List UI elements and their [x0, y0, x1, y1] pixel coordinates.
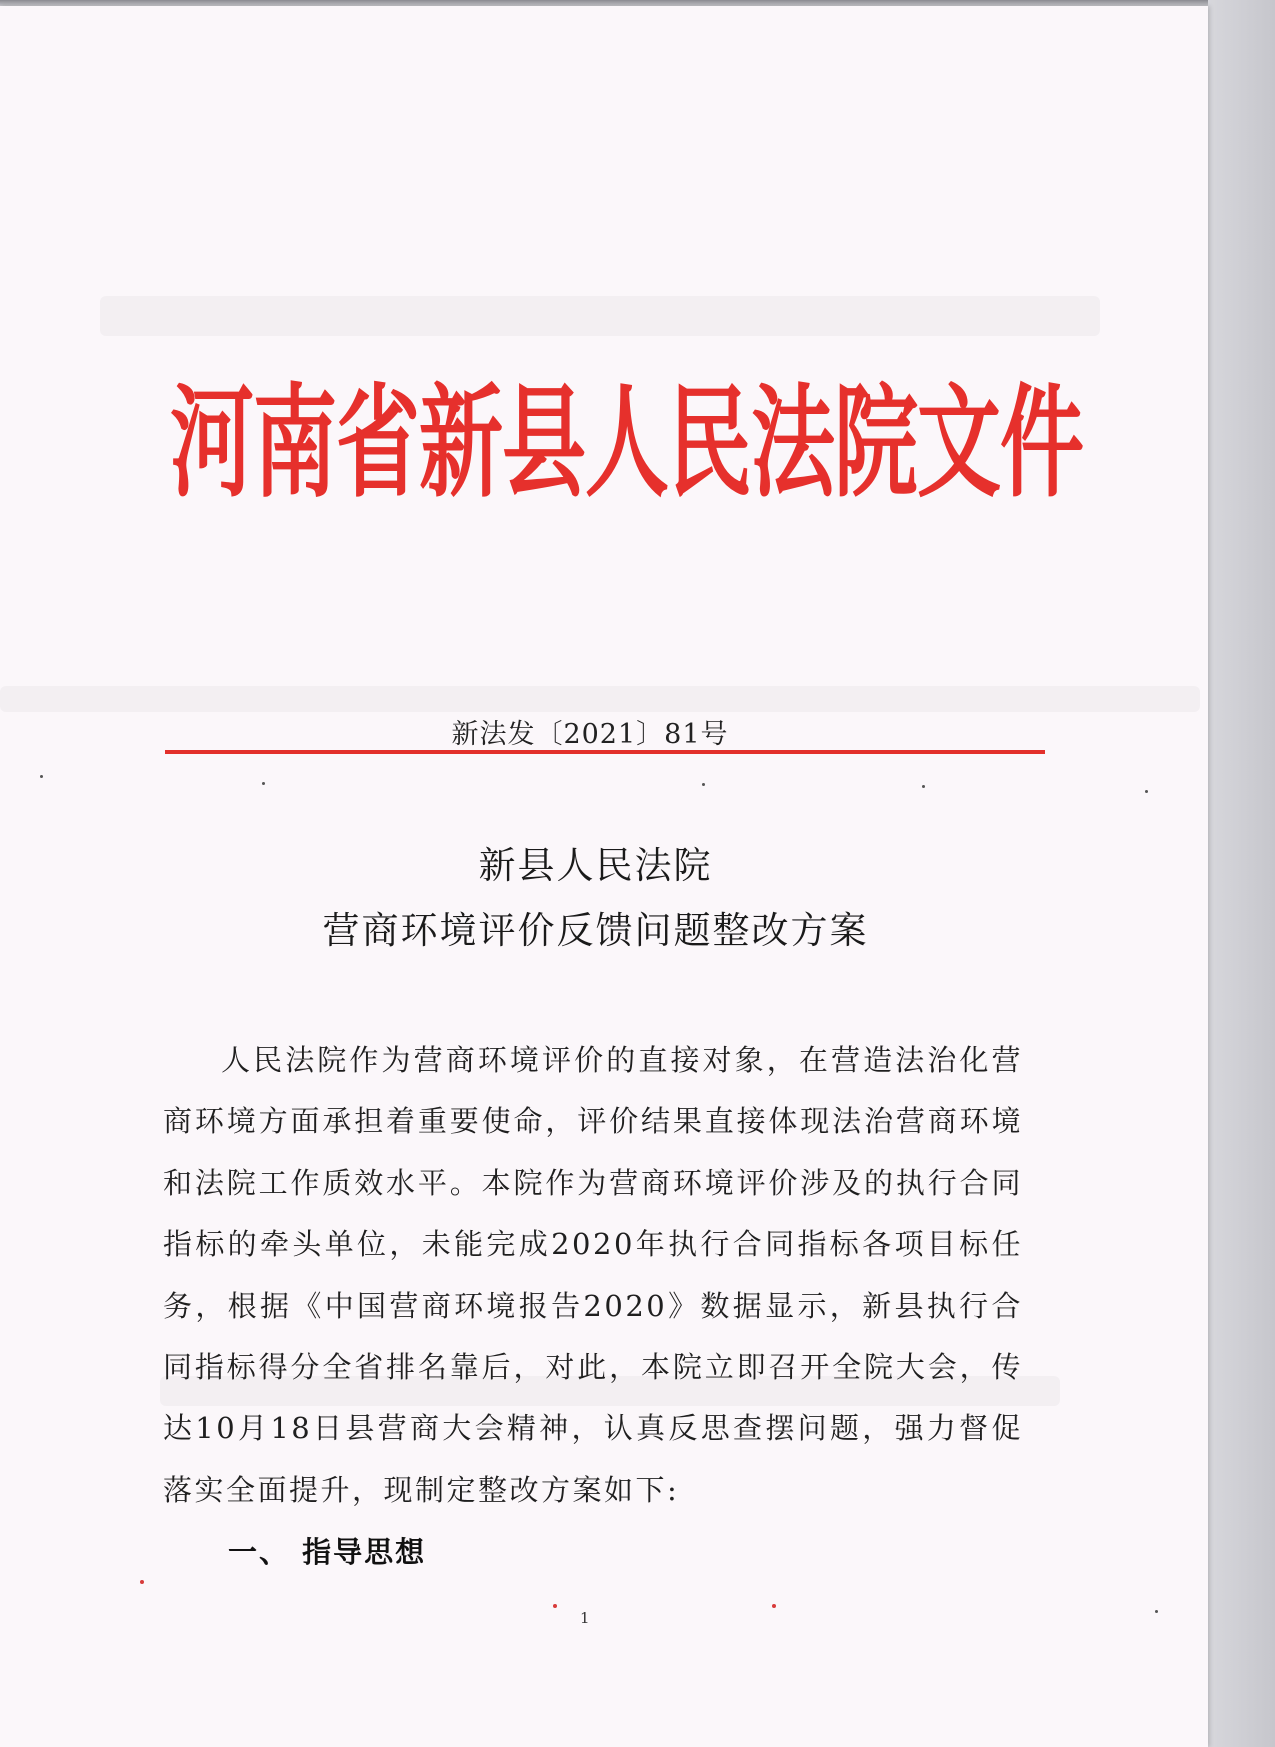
- page-number: 1: [580, 1609, 590, 1627]
- scan-smudge: [0, 686, 1200, 712]
- document-title-line-2: 营商环境评价反馈问题整改方案: [322, 909, 869, 952]
- scan-speck: [40, 775, 43, 778]
- issuer-red-header: 河南省新县人民法院文件: [170, 370, 1084, 515]
- scan-smudge: [100, 296, 1100, 336]
- scan-speck: [772, 1604, 776, 1608]
- body-paragraph: 人民法院作为营商环境评价的直接对象，在营造法治化营商环境方面承担着重要使命，评价结果直接体现法治营商环境和法院工作质效水平。本院作为营商环境评价涉及的执行合同指标的牵头单位，未能完成2020年执行合同指标各项目标任务，根据《中国营商环境报告2020》数据显示，新县执行合同指标得分全省排名靠后，对此，本院立即召开全院大会，传达10月18日县营商大会精神，认真反思查摆问题，强力督促落实全面提升，现制定整改方案如下:: [163, 1043, 1023, 1507]
- section-heading: 一、 指导思想: [228, 1535, 427, 1569]
- scan-speck: [553, 1604, 557, 1608]
- red-separator-rule: [165, 750, 1045, 754]
- scan-speck: [1145, 790, 1148, 793]
- scan-speck: [702, 783, 705, 786]
- document-title-line-1: 新县人民法院: [478, 844, 713, 887]
- scan-speck: [140, 1580, 144, 1584]
- scan-speck: [262, 782, 265, 785]
- scan-speck: [922, 785, 925, 788]
- document-number: 新法发〔2021〕81号: [451, 719, 729, 750]
- scan-speck: [1155, 1610, 1158, 1613]
